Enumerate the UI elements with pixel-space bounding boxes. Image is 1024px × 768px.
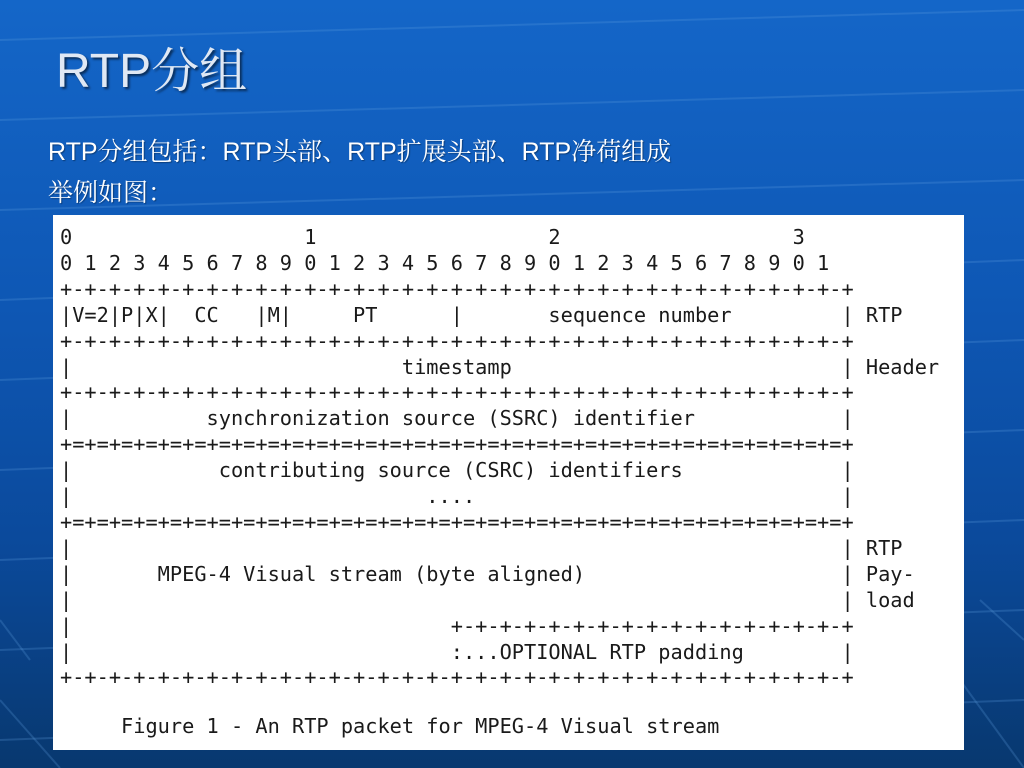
bit-decade-labels: 0 1 2 3 xyxy=(60,225,805,249)
payload-row-2: | MPEG-4 Visual stream (byte aligned) | Pay- xyxy=(60,561,915,586)
slide-title: RTP分组 xyxy=(56,45,248,98)
rtp-packet-diagram xyxy=(60,225,939,691)
figure-caption: Figure 1 - An RTP packet for MPEG-4 Visual stream xyxy=(60,714,720,738)
border-line: +-+-+-+-+-+-+-+-+-+-+-+-+-+-+-+-+-+-+-+-+-+-+-+-+-+-+-+-+-+-+-+-+ xyxy=(60,380,854,405)
border-line: +-+-+-+-+-+-+-+-+-+-+-+-+-+-+-+-+-+-+-+-+-+-+-+-+-+-+-+-+-+-+-+-+ xyxy=(60,328,854,353)
border-line: +-+-+-+-+-+-+-+-+-+-+-+-+-+-+-+-+-+-+-+-+-+-+-+-+-+-+-+-+-+-+-+-+ xyxy=(60,276,854,301)
ssrc-row: | synchronization source (SSRC) identifier | xyxy=(60,406,854,431)
csrc-row: | contributing source (CSRC) identifiers | xyxy=(60,458,854,483)
payload-row-3: | | load xyxy=(60,587,915,612)
border-line: +-+-+-+-+-+-+-+-+-+-+-+-+-+-+-+-+-+-+-+-+-+-+-+-+-+-+-+-+-+-+-+-+ xyxy=(60,665,854,690)
payload-row-1: | | RTP xyxy=(60,535,903,560)
body-line-composition: RTP分组包括：RTP头部、RTP扩展头部、RTP净荷组成 xyxy=(48,138,672,166)
double-border-line: +=+=+=+=+=+=+=+=+=+=+=+=+=+=+=+=+=+=+=+=+=+=+=+=+=+=+=+=+=+=+=+=+ xyxy=(60,509,854,534)
csrc-ellipsis-row: | .... | xyxy=(60,484,854,509)
padding-row: | :...OPTIONAL RTP padding | xyxy=(60,639,854,664)
bit-index-labels: 0 1 2 3 4 5 6 7 8 9 0 1 2 3 4 5 6 7 8 9 0 1 2 3 4 5 6 7 8 9 0 1 xyxy=(60,250,830,275)
padding-border-line: | +-+-+-+-+-+-+-+-+-+-+-+-+-+-+-+-+ xyxy=(60,613,854,638)
double-border-line: +=+=+=+=+=+=+=+=+=+=+=+=+=+=+=+=+=+=+=+=+=+=+=+=+=+=+=+=+=+=+=+=+ xyxy=(60,432,854,457)
timestamp-row: | timestamp | Header xyxy=(60,354,940,379)
header-fields-row: |V=2|P|X| CC |M| PT | sequence number | RTP xyxy=(60,302,903,327)
rtp-packet-figure xyxy=(53,215,964,750)
body-line-example: 举例如图： xyxy=(48,179,174,207)
